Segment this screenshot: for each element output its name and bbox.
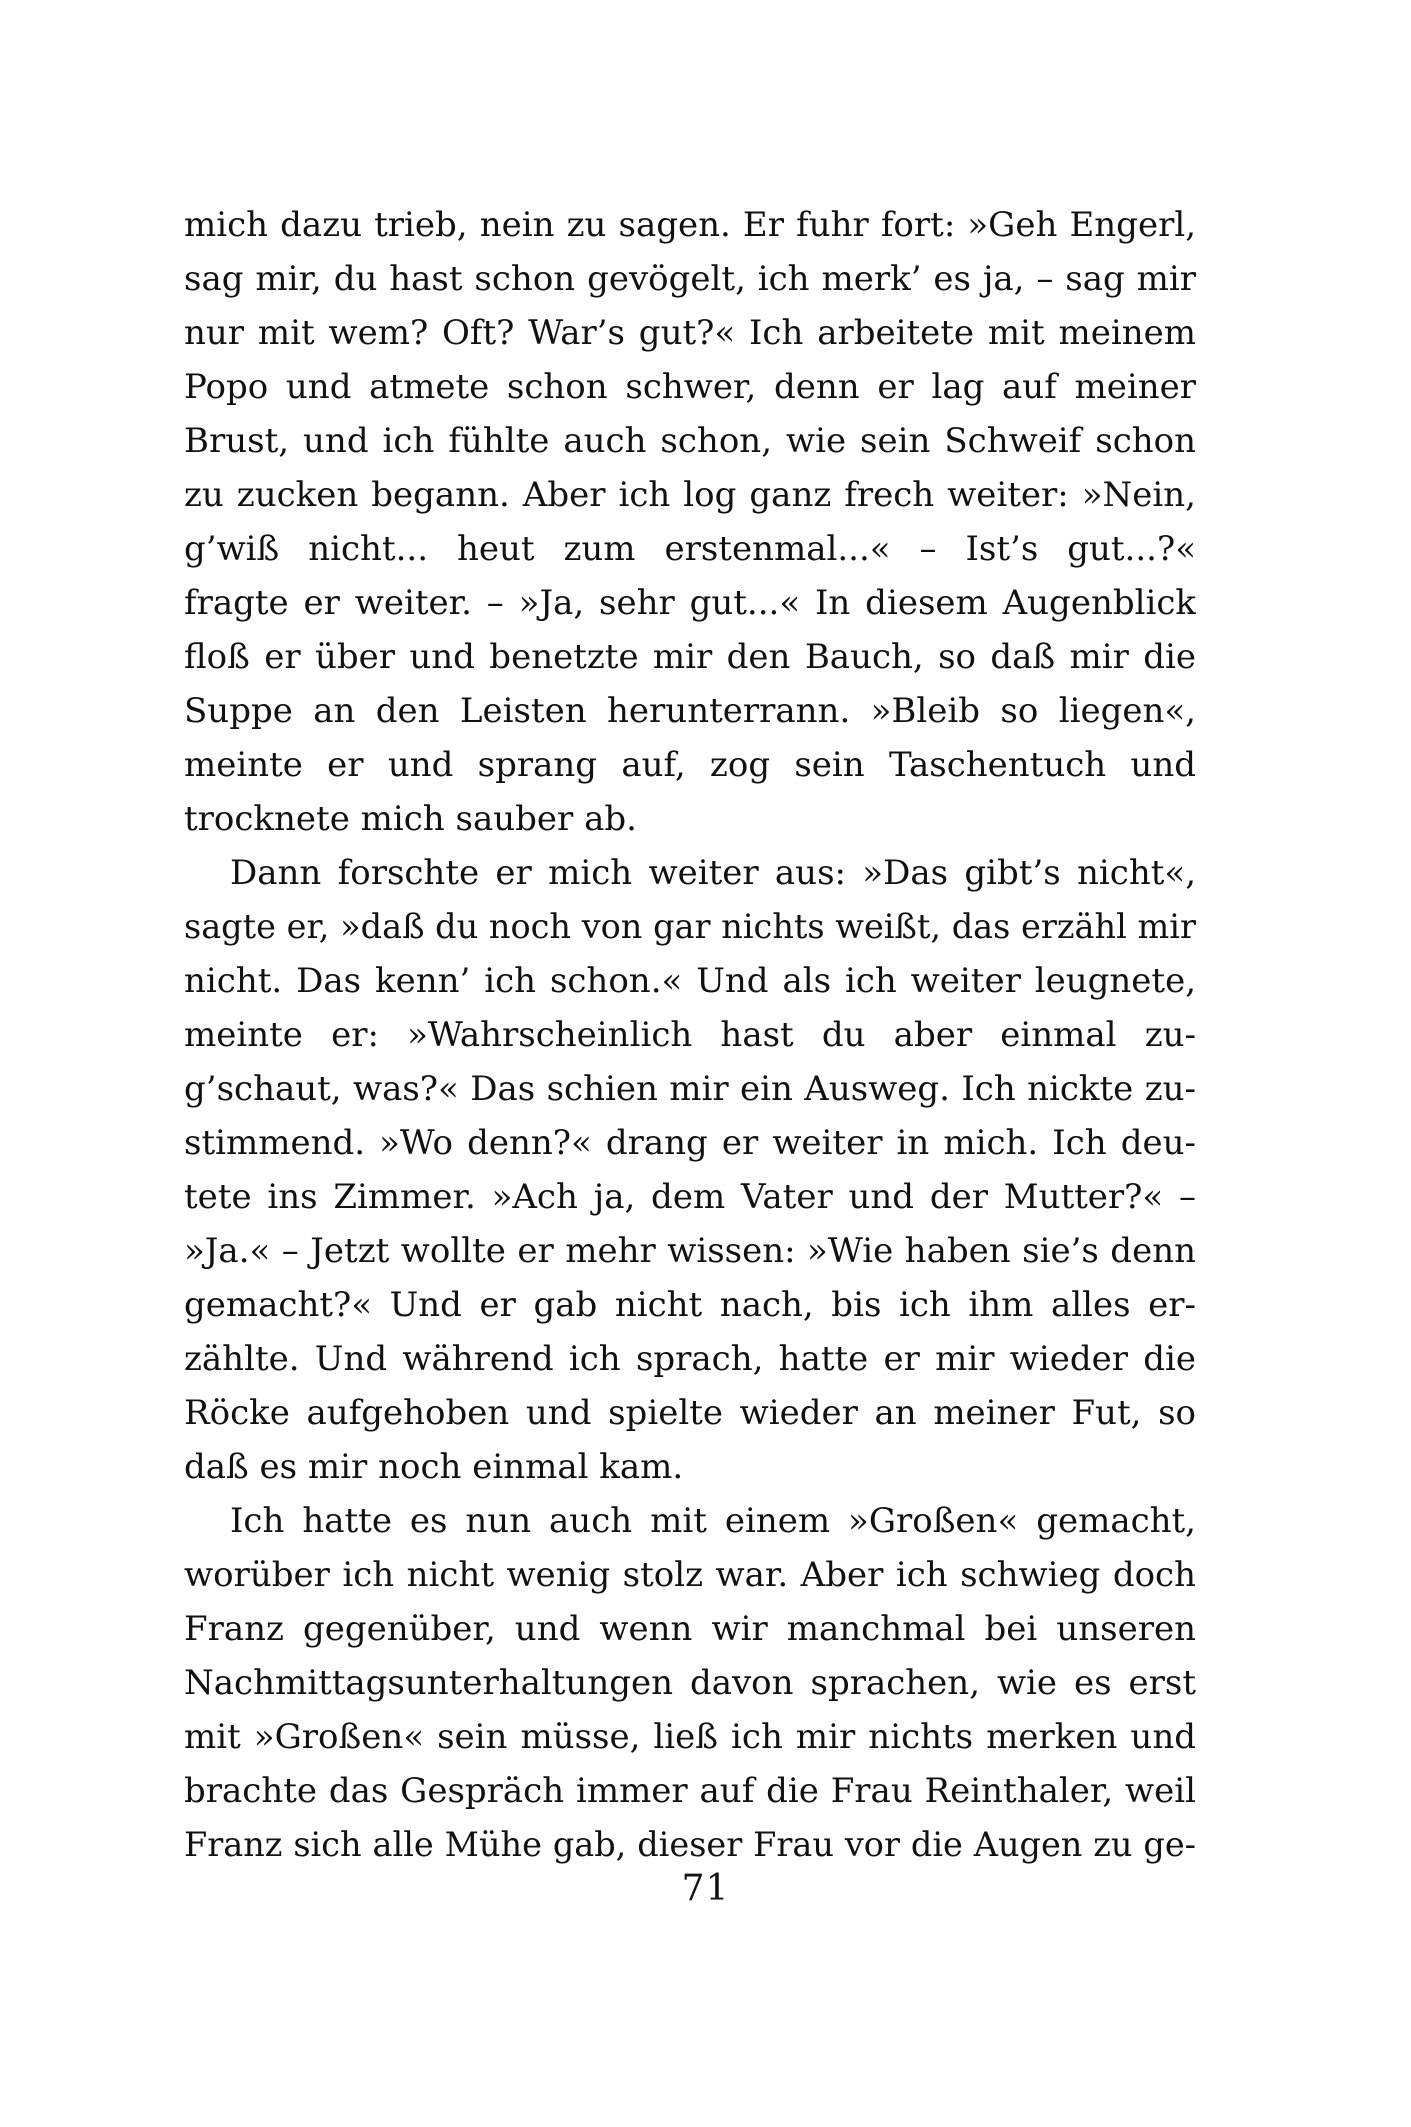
text-line: nicht. Das kenn’ ich schon.« Und als ich weiter leugnete, (184, 961, 1196, 1001)
text-line: brachte das Gespräch immer auf die Frau Reinthaler, weil (184, 1771, 1196, 1811)
text-line: »Ja.« – Jetzt wollte er mehr wissen: »Wie haben sie’s denn (184, 1231, 1196, 1271)
page-number: 71 (681, 1868, 730, 1909)
text-line: trocknete mich sauber ab. (184, 799, 637, 839)
text-line: zu zucken begann. Aber ich log ganz frech weiter: »Nein, (184, 475, 1196, 515)
text-line: mich dazu trieb, nein zu sagen. Er fuhr fort: »Geh Engerl, (184, 205, 1196, 245)
text-line: zählte. Und während ich sprach, hatte er mir wieder die (184, 1339, 1196, 1379)
text-line: sagte er, »daß du noch von gar nichts weißt, das erzähl mir (184, 907, 1196, 946)
text-line: Ich hatte es nun auch mit einem »Großen« gemacht, (230, 1501, 1196, 1541)
paragraph (184, 846, 1196, 1494)
text-line: Nachmittagsunterhaltungen davon sprachen, wie es erst (184, 1663, 1196, 1703)
text-line: daß es mir noch einmal kam. (184, 1447, 684, 1487)
text-line: nur mit wem? Oft? War’s gut?« Ich arbeitete mit meinem (184, 313, 1196, 353)
text-line: tete ins Zimmer. »Ach ja, dem Vater und der Mutter?« – (184, 1177, 1196, 1217)
text-line: meinte er und sprang auf, zog sein Taschentuch und (184, 745, 1196, 785)
text-line: gemacht?« Und er gab nicht nach, bis ich ihm alles er- (184, 1285, 1196, 1325)
text-line: stimmend. »Wo denn?« drang er weiter in mich. Ich deu- (184, 1123, 1196, 1163)
text-line: meinte er: »Wahrscheinlich hast du aber einmal zu- (184, 1015, 1196, 1055)
text-line: floß er über und benetzte mir den Bauch, so daß mir die (184, 637, 1196, 677)
text-line: g’wiß nicht... heut zum erstenmal...« – Ist’s gut...?« (184, 529, 1196, 569)
text-line: worüber ich nicht wenig stolz war. Aber ich schwieg doch (184, 1555, 1196, 1595)
text-line: Popo und atmete schon schwer, denn er lag auf meiner (184, 367, 1196, 407)
text-line: Röcke aufgehoben und spielte wieder an meiner Fut, so (184, 1393, 1196, 1433)
body-text (184, 198, 1196, 1872)
text-line: mit »Großen« sein müsse, ließ ich mir nichts merken und (184, 1717, 1196, 1757)
text-line: Suppe an den Leisten herunterrann. »Bleib so liegen«, (184, 691, 1196, 731)
text-line: g’schaut, was?« Das schien mir ein Ausweg. Ich nickte zu- (184, 1069, 1196, 1109)
text-line: Dann forschte er mich weiter aus: »Das gibt’s nicht«, (230, 853, 1196, 893)
text-line: Brust, und ich fühlte auch schon, wie sein Schweif schon (184, 421, 1196, 461)
paragraph (184, 1494, 1196, 1872)
text-line: sag mir, du hast schon gevögelt, ich merk’ es ja, – sag mir (184, 259, 1196, 299)
paragraph (184, 198, 1196, 846)
text-line: fragte er weiter. – »Ja, sehr gut...« In diesem Augenblick (184, 583, 1196, 623)
text-line: Franz gegenüber, und wenn wir manchmal bei unseren (184, 1609, 1196, 1649)
text-line: Franz sich alle Mühe gab, dieser Frau vor die Augen zu ge- (184, 1825, 1196, 1864)
